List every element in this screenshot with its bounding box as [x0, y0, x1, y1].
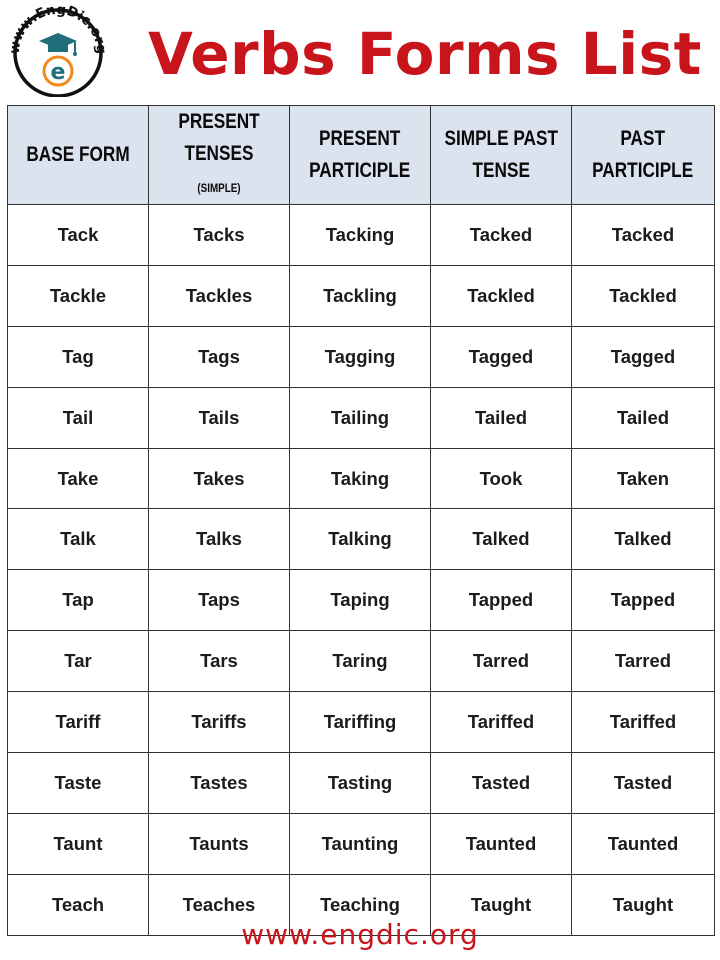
- cell-base-form: Tackle: [8, 265, 149, 326]
- cell-present-tense: Tacks: [149, 205, 290, 266]
- table-row: [8, 326, 715, 387]
- cell-simple-past: Tasted: [431, 753, 572, 814]
- column-header-past-participle: [572, 106, 715, 205]
- table-row: [8, 813, 715, 874]
- cell-simple-past: Tarred: [431, 631, 572, 692]
- cell-past-participle: Tarred: [572, 631, 715, 692]
- cell-past-participle: Tagged: [572, 326, 715, 387]
- cell-simple-past: Took: [431, 448, 572, 509]
- engdic-logo: [3, 3, 113, 97]
- cell-past-participle: Tariffed: [572, 692, 715, 753]
- cell-past-participle: Taught: [572, 874, 715, 935]
- cell-present-tense: Tastes: [149, 753, 290, 814]
- cell-present-participle: Taring: [290, 631, 431, 692]
- cell-present-participle: Taking: [290, 448, 431, 509]
- cell-past-participle: Tackled: [572, 265, 715, 326]
- footer-url[interactable]: www.engdic.org: [241, 918, 479, 951]
- cell-base-form: Taunt: [8, 813, 149, 874]
- cell-base-form: Taste: [8, 753, 149, 814]
- table-row: [8, 692, 715, 753]
- header-line-2: TENSES: [184, 142, 254, 165]
- cell-present-participle: Tackling: [290, 265, 431, 326]
- cell-past-participle: Taken: [572, 448, 715, 509]
- cell-present-tense: Takes: [149, 448, 290, 509]
- cell-base-form: Tap: [8, 570, 149, 631]
- cell-simple-past: Tagged: [431, 326, 572, 387]
- cell-present-participle: Tagging: [290, 326, 431, 387]
- cell-simple-past: Tailed: [431, 387, 572, 448]
- column-header-label: [592, 123, 693, 187]
- logo-letter: e: [50, 60, 66, 85]
- cell-base-form: Tariff: [8, 692, 149, 753]
- cell-present-tense: Tars: [149, 631, 290, 692]
- cell-present-tense: Tackles: [149, 265, 290, 326]
- cell-present-tense: Tags: [149, 326, 290, 387]
- cell-present-tense: Tails: [149, 387, 290, 448]
- cell-present-participle: Taping: [290, 570, 431, 631]
- table-body: [8, 205, 715, 936]
- cell-simple-past: Tapped: [431, 570, 572, 631]
- cell-present-tense: Teaches: [149, 874, 290, 935]
- cell-past-participle: Tapped: [572, 570, 715, 631]
- cell-present-tense: Taunts: [149, 813, 290, 874]
- cell-present-participle: Tariffing: [290, 692, 431, 753]
- table-row: [8, 387, 715, 448]
- column-header-label: [162, 106, 277, 204]
- header-line-1: PAST: [620, 127, 666, 150]
- cell-simple-past: Tackled: [431, 265, 572, 326]
- cell-present-participle: Tailing: [290, 387, 431, 448]
- cell-present-tense: Taps: [149, 570, 290, 631]
- cell-base-form: Talk: [8, 509, 149, 570]
- header-small-note: (SIMPLE): [197, 181, 241, 195]
- cell-present-participle: Talking: [290, 509, 431, 570]
- cell-base-form: Tack: [8, 205, 149, 266]
- table-header-row: [8, 106, 715, 205]
- cell-present-participle: Tasting: [290, 753, 431, 814]
- logo-url-text: www.EngDic.org: [6, 3, 110, 55]
- cell-past-participle: Tailed: [572, 387, 715, 448]
- header-line-1: BASE FORM: [26, 143, 130, 166]
- cell-base-form: Tail: [8, 387, 149, 448]
- table-row: [8, 570, 715, 631]
- cell-past-participle: Taunted: [572, 813, 715, 874]
- table-row: [8, 265, 715, 326]
- column-header-label: [26, 139, 129, 171]
- table-row: [8, 509, 715, 570]
- cell-base-form: Tar: [8, 631, 149, 692]
- cell-base-form: Tag: [8, 326, 149, 387]
- cell-simple-past: Talked: [431, 509, 572, 570]
- cell-past-participle: Tacked: [572, 205, 715, 266]
- table-row: [8, 448, 715, 509]
- cell-present-participle: Taunting: [290, 813, 431, 874]
- page-title: Verbs Forms List: [148, 20, 702, 88]
- header-line-1: PRESENT: [178, 110, 260, 133]
- column-header-base-form: [8, 106, 149, 205]
- header-line-2: PARTICIPLE: [592, 159, 694, 182]
- cell-simple-past: Tacked: [431, 205, 572, 266]
- cell-base-form: Teach: [8, 874, 149, 935]
- cell-past-participle: Tasted: [572, 753, 715, 814]
- column-header-present-participle: [290, 106, 431, 205]
- cell-simple-past: Tariffed: [431, 692, 572, 753]
- cell-present-participle: Tacking: [290, 205, 431, 266]
- cell-present-tense: Talks: [149, 509, 290, 570]
- column-header-label: [444, 123, 558, 187]
- header-line-2: TENSE: [472, 159, 530, 182]
- cell-base-form: Take: [8, 448, 149, 509]
- cell-simple-past: Taught: [431, 874, 572, 935]
- cell-simple-past: Taunted: [431, 813, 572, 874]
- header-line-1: SIMPLE PAST: [444, 127, 558, 150]
- table-row: [8, 205, 715, 266]
- table-row: [8, 753, 715, 814]
- cell-present-participle: Teaching: [290, 874, 431, 935]
- header-line-1: PRESENT: [319, 127, 401, 150]
- header-line-2: PARTICIPLE: [309, 159, 411, 182]
- table-row: [8, 631, 715, 692]
- verb-forms-table: [7, 105, 715, 936]
- column-header-simple-past: [431, 106, 572, 205]
- cell-past-participle: Talked: [572, 509, 715, 570]
- column-header-present-tense: [149, 106, 290, 205]
- column-header-label: [309, 123, 410, 187]
- cell-present-tense: Tariffs: [149, 692, 290, 753]
